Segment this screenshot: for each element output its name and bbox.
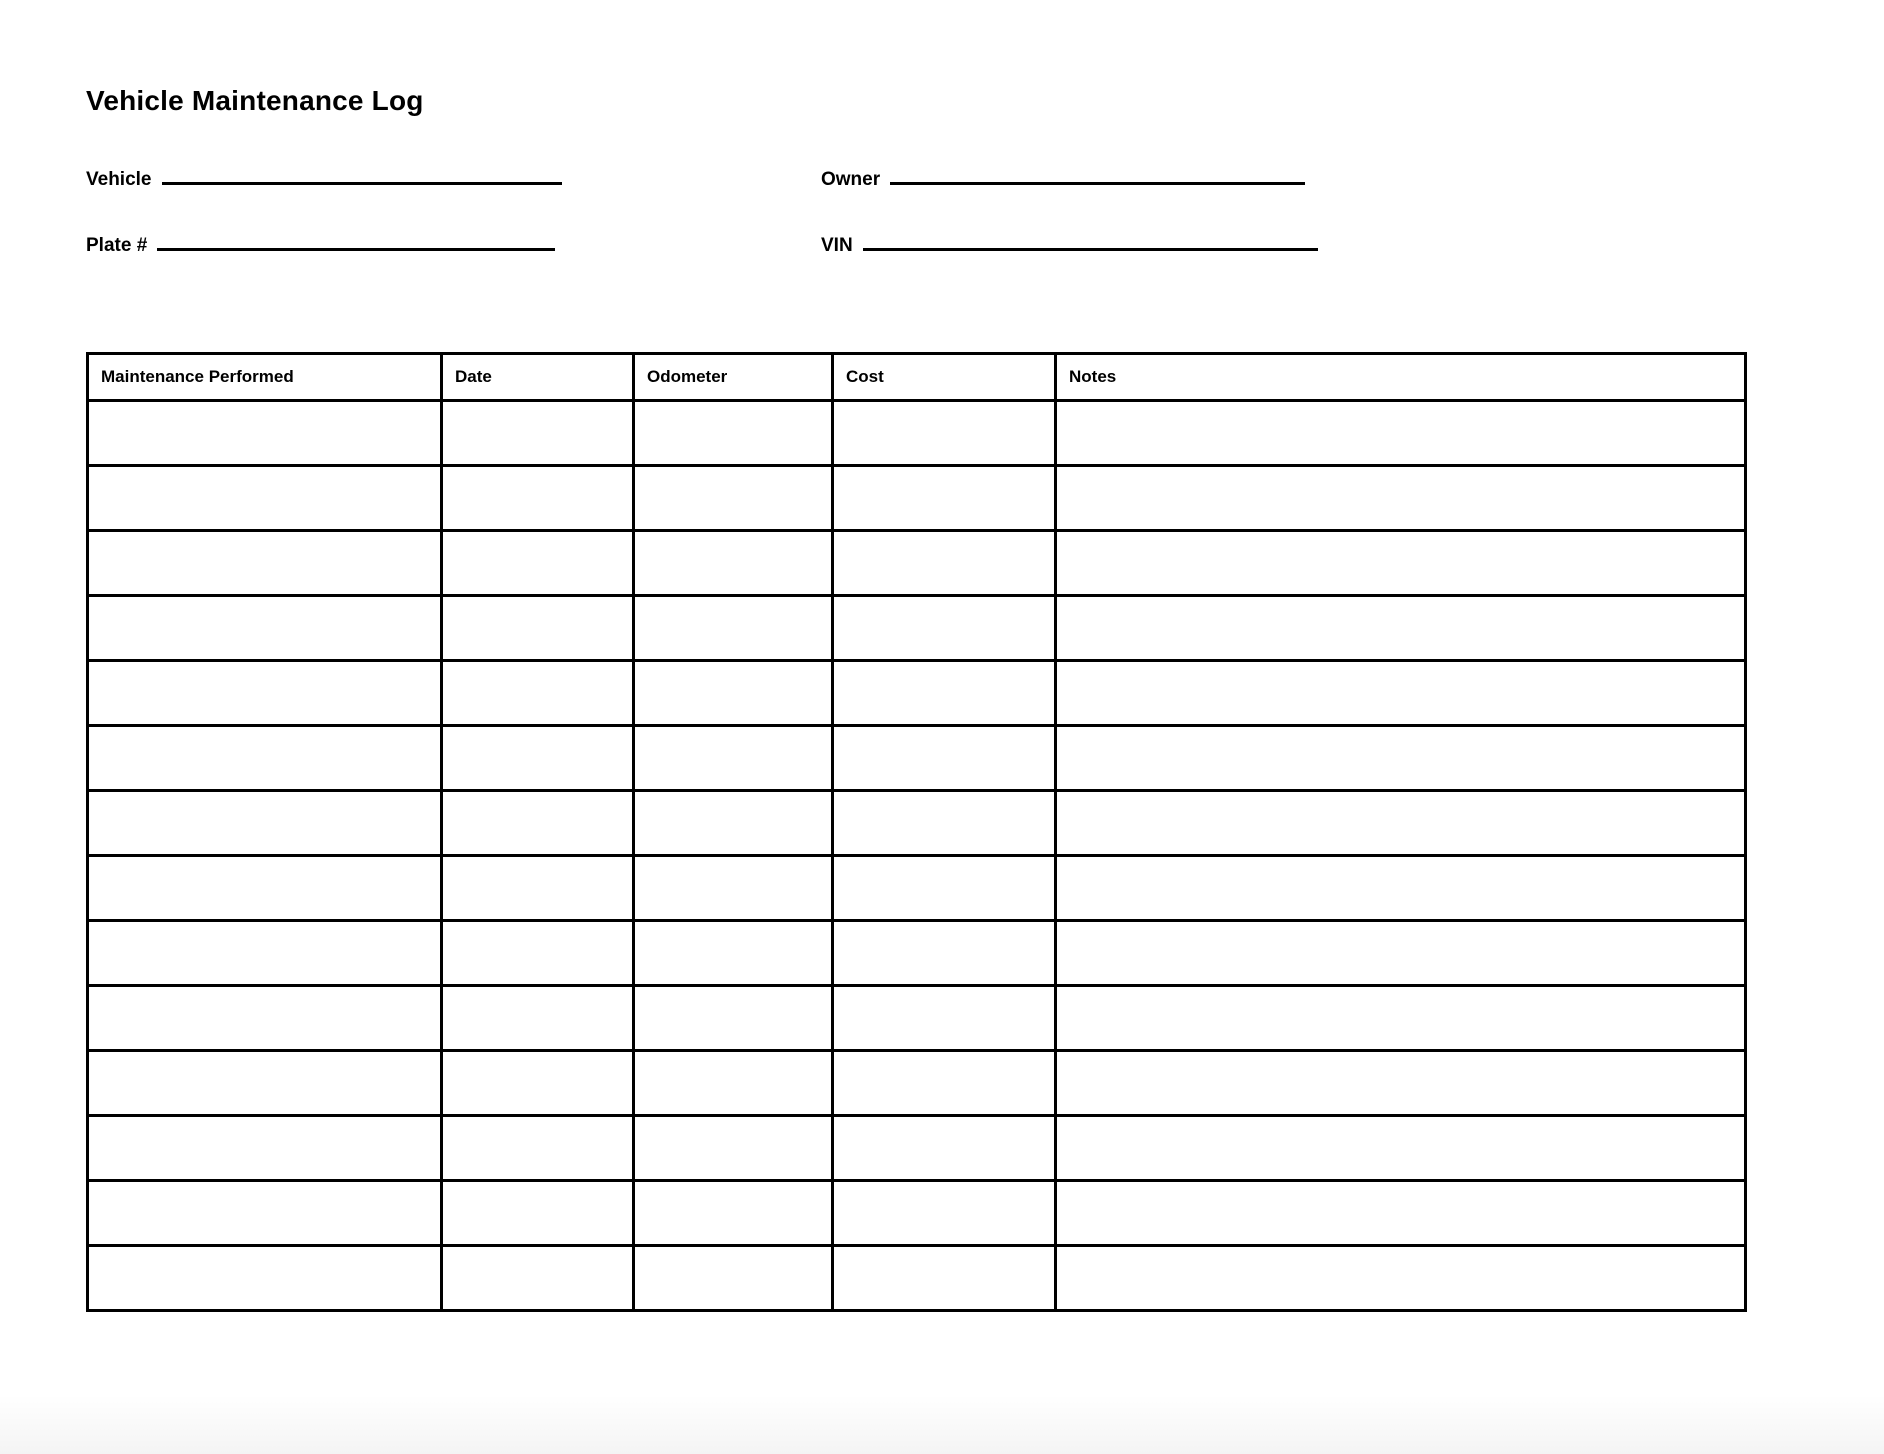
maintenance-log-table [86, 352, 1747, 1312]
cell-notes[interactable] [1056, 466, 1746, 531]
cell-maintenance-performed[interactable] [88, 1051, 442, 1116]
cell-date[interactable] [442, 401, 634, 466]
cell-notes[interactable] [1056, 1116, 1746, 1181]
cell-maintenance-performed[interactable] [88, 661, 442, 726]
cell-maintenance-performed[interactable] [88, 401, 442, 466]
page-bottom-shadow [0, 1394, 1884, 1454]
field-vehicle-input[interactable] [162, 168, 562, 185]
table-row [88, 596, 1746, 661]
cell-cost[interactable] [833, 726, 1056, 791]
field-owner-input[interactable] [890, 168, 1305, 185]
column-header-date: Date [442, 354, 634, 401]
cell-odometer[interactable] [634, 1116, 833, 1181]
cell-notes[interactable] [1056, 401, 1746, 466]
field-plate-number-input[interactable] [157, 234, 555, 251]
cell-odometer[interactable] [634, 921, 833, 986]
cell-cost[interactable] [833, 531, 1056, 596]
cell-maintenance-performed[interactable] [88, 596, 442, 661]
cell-cost[interactable] [833, 401, 1056, 466]
cell-maintenance-performed[interactable] [88, 921, 442, 986]
cell-maintenance-performed[interactable] [88, 726, 442, 791]
cell-date[interactable] [442, 921, 634, 986]
cell-cost[interactable] [833, 1051, 1056, 1116]
table-row [88, 726, 1746, 791]
table-row [88, 856, 1746, 921]
cell-odometer[interactable] [634, 531, 833, 596]
cell-date[interactable] [442, 856, 634, 921]
field-vin-label: VIN [821, 235, 853, 256]
cell-maintenance-performed[interactable] [88, 1181, 442, 1246]
field-vehicle-label: Vehicle [86, 169, 152, 190]
header-fields [86, 168, 1826, 300]
cell-cost[interactable] [833, 1246, 1056, 1311]
table-row [88, 921, 1746, 986]
cell-date[interactable] [442, 661, 634, 726]
field-vin-input[interactable] [863, 234, 1318, 251]
table-row [88, 531, 1746, 596]
cell-notes[interactable] [1056, 1051, 1746, 1116]
cell-cost[interactable] [833, 791, 1056, 856]
table-row [88, 1116, 1746, 1181]
header-field-row-2 [86, 234, 1826, 257]
cell-maintenance-performed[interactable] [88, 1246, 442, 1311]
cell-cost[interactable] [833, 986, 1056, 1051]
column-header-notes: Notes [1056, 354, 1746, 401]
table-row [88, 1051, 1746, 1116]
cell-maintenance-performed[interactable] [88, 1116, 442, 1181]
cell-cost[interactable] [833, 596, 1056, 661]
column-header-cost: Cost [833, 354, 1056, 401]
cell-notes[interactable] [1056, 531, 1746, 596]
field-owner-label: Owner [821, 169, 881, 190]
cell-notes[interactable] [1056, 1246, 1746, 1311]
cell-odometer[interactable] [634, 596, 833, 661]
cell-notes[interactable] [1056, 661, 1746, 726]
cell-odometer[interactable] [634, 1051, 833, 1116]
cell-notes[interactable] [1056, 986, 1746, 1051]
cell-date[interactable] [442, 466, 634, 531]
table-header-row [88, 354, 1746, 401]
table-body [88, 401, 1746, 1311]
cell-odometer[interactable] [634, 661, 833, 726]
field-vehicle[interactable] [86, 168, 821, 191]
table-row [88, 661, 1746, 726]
cell-notes[interactable] [1056, 791, 1746, 856]
cell-odometer[interactable] [634, 466, 833, 531]
cell-notes[interactable] [1056, 596, 1746, 661]
cell-odometer[interactable] [634, 856, 833, 921]
cell-notes[interactable] [1056, 726, 1746, 791]
cell-odometer[interactable] [634, 726, 833, 791]
cell-cost[interactable] [833, 856, 1056, 921]
cell-odometer[interactable] [634, 1246, 833, 1311]
column-header-odometer: Odometer [634, 354, 833, 401]
cell-date[interactable] [442, 986, 634, 1051]
header-field-row-1 [86, 168, 1826, 191]
table-row [88, 466, 1746, 531]
cell-odometer[interactable] [634, 791, 833, 856]
table-row [88, 1181, 1746, 1246]
cell-cost[interactable] [833, 921, 1056, 986]
cell-odometer[interactable] [634, 401, 833, 466]
cell-notes[interactable] [1056, 856, 1746, 921]
cell-odometer[interactable] [634, 986, 833, 1051]
table-row [88, 1246, 1746, 1311]
cell-maintenance-performed[interactable] [88, 856, 442, 921]
cell-notes[interactable] [1056, 921, 1746, 986]
cell-cost[interactable] [833, 661, 1056, 726]
cell-notes[interactable] [1056, 1181, 1746, 1246]
cell-maintenance-performed[interactable] [88, 791, 442, 856]
cell-odometer[interactable] [634, 1181, 833, 1246]
cell-date[interactable] [442, 1051, 634, 1116]
cell-date[interactable] [442, 1246, 634, 1311]
cell-maintenance-performed[interactable] [88, 531, 442, 596]
page-title: Vehicle Maintenance Log [86, 85, 424, 116]
field-owner[interactable] [821, 168, 1305, 191]
cell-date[interactable] [442, 1116, 634, 1181]
cell-date[interactable] [442, 596, 634, 661]
cell-cost[interactable] [833, 1116, 1056, 1181]
cell-cost[interactable] [833, 466, 1056, 531]
cell-date[interactable] [442, 791, 634, 856]
cell-date[interactable] [442, 1181, 634, 1246]
cell-maintenance-performed[interactable] [88, 986, 442, 1051]
column-header-maintenance-performed: Maintenance Performed [88, 354, 442, 401]
table-row [88, 986, 1746, 1051]
field-plate-number-label: Plate # [86, 235, 148, 256]
cell-cost[interactable] [833, 1181, 1056, 1246]
table-row [88, 791, 1746, 856]
cell-maintenance-performed[interactable] [88, 466, 442, 531]
cell-date[interactable] [442, 726, 634, 791]
cell-date[interactable] [442, 531, 634, 596]
table-row [88, 401, 1746, 466]
field-vin[interactable] [821, 234, 1318, 257]
field-plate-number[interactable] [86, 234, 821, 257]
